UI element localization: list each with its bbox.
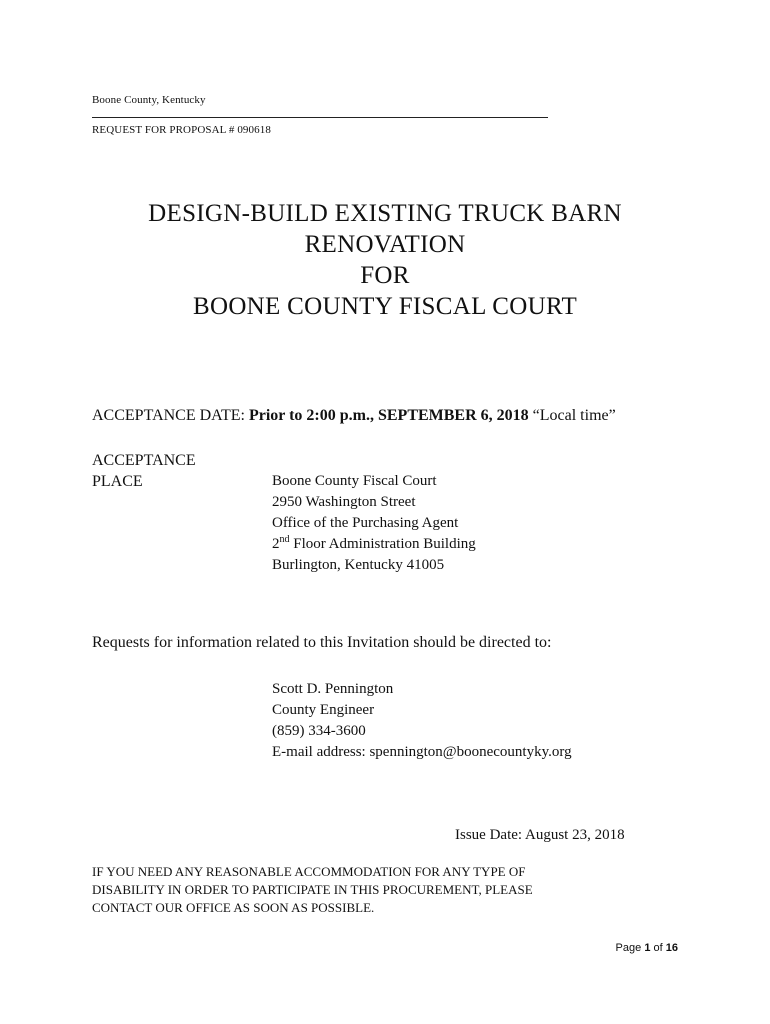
notice-line-3: CONTACT OUR OFFICE AS SOON AS POSSIBLE. — [92, 900, 375, 915]
notice-line-2: DISABILITY IN ORDER TO PARTICIPATE IN THIS PROCUREMENT, PLEASE — [92, 882, 533, 897]
issue-date: Issue Date: August 23, 2018 — [455, 827, 625, 843]
acceptance-date-row — [92, 407, 616, 425]
address-line-3: Office of the Purchasing Agent — [272, 515, 459, 531]
contact-email: E-mail address: spennington@boonecountyky.org — [272, 744, 572, 760]
acceptance-date-value: Prior to 2:00 p.m., SEPTEMBER 6, 2018 — [248, 407, 529, 424]
header-rfp-number: REQUEST FOR PROPOSAL # 090618 — [92, 124, 271, 136]
contact-title: County Engineer — [272, 702, 375, 718]
address-floor-number: 2 — [272, 536, 280, 552]
requests-info-text: Requests for information related to this Invitation should be directed to: — [92, 634, 552, 651]
title-line-4: BOONE COUNTY FISCAL COURT — [192, 293, 578, 320]
title-line-1: DESIGN-BUILD EXISTING TRUCK BARN — [148, 200, 622, 227]
page-word: Page — [615, 942, 642, 954]
contact-name: Scott D. Pennington — [272, 681, 394, 697]
contact-phone: (859) 334-3600 — [272, 723, 366, 739]
acceptance-place-label — [92, 450, 196, 492]
address-line-2: 2950 Washington Street — [272, 494, 416, 510]
address-line-1: Boone County Fiscal Court — [272, 473, 437, 489]
accommodation-notice — [92, 863, 652, 917]
address-floor-building: Floor Administration Building — [289, 536, 476, 552]
acceptance-place-label-line-2: PLACE — [92, 473, 143, 490]
page-current: 1 — [644, 942, 651, 954]
header-county: Boone County, Kentucky — [92, 94, 206, 106]
page-total: 16 — [665, 942, 678, 954]
page-number — [616, 942, 678, 954]
title-line-2: RENOVATION — [304, 231, 466, 258]
address-line-4 — [272, 534, 476, 555]
title-line-3: FOR — [360, 262, 410, 289]
acceptance-place-label-line-1: ACCEPTANCE — [92, 452, 196, 469]
header-divider — [92, 117, 548, 118]
acceptance-date-suffix: “Local time” — [532, 407, 616, 424]
notice-line-1: IF YOU NEED ANY REASONABLE ACCOMMODATION FOR ANY TYPE OF — [92, 864, 526, 879]
acceptance-date-label: ACCEPTANCE DATE: — [92, 407, 245, 424]
document-title — [92, 198, 678, 322]
page-of-word: of — [653, 942, 663, 954]
acceptance-address — [272, 471, 476, 576]
address-line-5: Burlington, Kentucky 41005 — [272, 557, 445, 573]
address-floor-suffix: nd — [279, 534, 290, 545]
contact-block — [272, 679, 572, 763]
